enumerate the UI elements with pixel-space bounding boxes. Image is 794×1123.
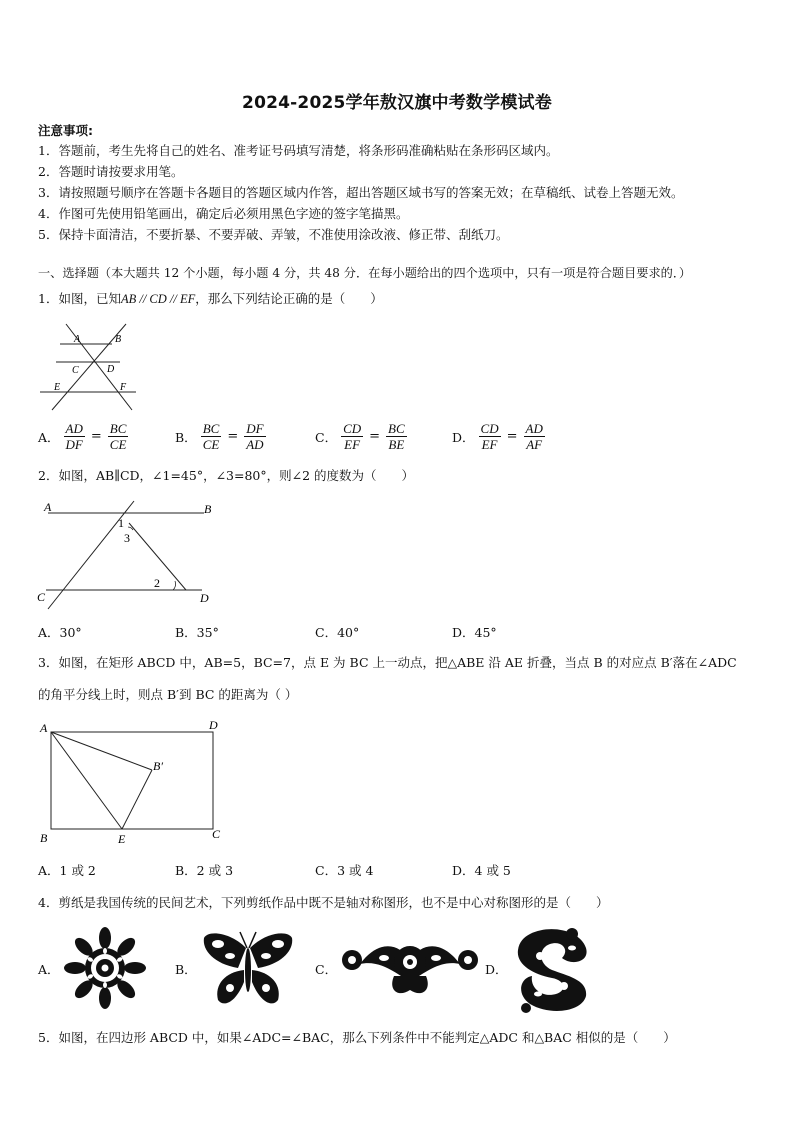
fig2-angle-3: 3	[124, 531, 130, 545]
denominator: CE	[202, 437, 220, 452]
question-1-option-a[interactable]: A． $\frac{AD}{DF}$ = $\frac{BC}{CE}$	[38, 421, 127, 452]
denominator: DF	[65, 437, 83, 452]
fig1-label-c: C	[72, 365, 79, 376]
denominator: EF	[481, 437, 498, 452]
butterfly-papercut-icon	[200, 928, 296, 1010]
option-letter: A．	[38, 429, 60, 445]
numerator: AD	[525, 421, 543, 436]
denominator: CE	[109, 437, 127, 452]
fig3-label-b: B	[40, 831, 48, 845]
notice-item: 2．答题时请按要求用笔。	[38, 164, 184, 179]
numerator: BC	[109, 421, 127, 436]
question-3-stem-line2: 的角平分线上时，则点 B′到 BC 的距离为（ ）	[38, 687, 298, 702]
fig1-label-f: F	[120, 382, 127, 393]
question-2-option-a[interactable]: A．30°	[38, 625, 82, 640]
question-1-option-d[interactable]: D． $\frac{CD}{EF}$ = $\frac{AD}{AF}$	[452, 421, 543, 452]
denominator: BE	[388, 437, 405, 452]
question-2-option-c[interactable]: C．40°	[315, 625, 360, 640]
fraction	[244, 421, 265, 452]
fig1-label-d: D	[107, 364, 115, 375]
fraction	[386, 421, 407, 452]
fraction	[524, 421, 545, 452]
numerator: CD	[480, 421, 499, 436]
fraction	[64, 421, 85, 452]
question-1-figure	[38, 318, 138, 414]
fig1-label-e: E	[54, 382, 61, 393]
floral-papercut-icon	[338, 930, 482, 1002]
notice-item: 1．答题前，考生先将自己的姓名、准考证号码填写清楚，将条形码准确粘贴在条形码区域内。	[38, 143, 559, 158]
question-4-option-b[interactable]: B．	[175, 962, 197, 977]
denominator: AF	[526, 437, 543, 452]
option-letter: C．	[315, 429, 338, 445]
fraction	[108, 421, 129, 452]
question-4-option-c[interactable]: C．	[315, 962, 338, 977]
notice-item: 3．请按照题号顺序在答题卡各题目的答题区域内作答，超出答题区域书写的答案无效；在草稿纸、试卷上答题无效。	[38, 185, 684, 200]
numerator: DF	[246, 421, 264, 436]
numerator: CD	[343, 421, 362, 436]
question-2-stem: 2．如图，AB∥CD，∠1=45°，∠3=80°，则∠2 的度数为（ ）	[38, 468, 415, 483]
question-1-stem-suffix: ，那么下列结论正确的是（ ）	[195, 291, 383, 306]
question-4-stem: 4．剪纸是我国传统的民间艺术，下列剪纸作品中既不是轴对称图形，也不是中心对称图形的是（ ）	[38, 895, 609, 910]
notice-item: 4．作图可先使用铅笔画出，确定后必须用黑色字迹的签字笔描黑。	[38, 206, 409, 221]
question-2-option-d[interactable]: D．45°	[452, 625, 497, 640]
fig2-label-a: A	[44, 500, 52, 514]
question-1-stem-prefix: 1．如图，已知	[38, 291, 121, 306]
fig2-angle-1: 1	[118, 516, 124, 530]
question-1-option-b[interactable]: B． $\frac{BC}{CE}$ = $\frac{DF}{AD}$	[175, 421, 264, 452]
option-letter: D．	[452, 429, 475, 445]
question-3-stem-line1: 3．如图，在矩形 ABCD 中，AB=5，BC=7，点 E 为 BC 上一动点，把△ABE 沿 AE 折叠，当点 B 的对应点 B′落在∠ADC	[38, 655, 737, 670]
fig2-label-d: D	[200, 591, 209, 605]
fig3-label-c: C	[212, 827, 221, 841]
numerator: BC	[202, 421, 220, 436]
numerator: BC	[388, 421, 405, 436]
fig2-label-b: B	[204, 502, 212, 516]
question-3-option-d[interactable]: D．4 或 5	[452, 863, 511, 878]
flower-papercut-icon	[62, 925, 148, 1011]
fig2-angle-2: 2	[154, 576, 160, 590]
numerator: AD	[65, 421, 83, 436]
question-4-option-a[interactable]: A．	[38, 962, 60, 977]
fig1-label-b: B	[115, 334, 122, 345]
fig3-label-e: E	[118, 832, 126, 846]
question-1-stem	[38, 292, 383, 306]
fig1-label-a: A	[74, 334, 81, 345]
section-heading: 一、选择题（本大题共 12 个小题，每小题 4 分，共 48 分．在每小题给出的四个选项中，只有一项是符合题目要求的．）	[38, 266, 692, 280]
fig3-label-d: D	[209, 718, 218, 732]
notice-item: 5．保持卡面清洁，不要折暴、不要弄破、弄皱，不准使用涂改液、修正带、刮纸刀。	[38, 227, 509, 242]
question-3-figure	[38, 716, 228, 846]
fig3-label-b-prime: B′	[153, 759, 163, 773]
dragon-papercut-icon	[510, 924, 594, 1014]
question-2-option-b[interactable]: B．35°	[175, 625, 219, 640]
fig3-label-a: A	[40, 721, 48, 735]
question-1-option-c[interactable]: C． $\frac{CD}{EF}$ = $\frac{BC}{BE}$	[315, 421, 405, 452]
question-2-figure	[34, 497, 214, 611]
question-3-option-b[interactable]: B．2 或 3	[175, 863, 234, 878]
question-3-option-c[interactable]: C．3 或 4	[315, 863, 374, 878]
question-5-stem: 5．如图，在四边形 ABCD 中，如果∠ADC=∠BAC，那么下列条件中不能判定△ADC 和△BAC 相似的是（ ）	[38, 1030, 676, 1045]
question-3-option-a[interactable]: A．1 或 2	[38, 863, 96, 878]
denominator: EF	[344, 437, 361, 452]
denominator: AD	[246, 437, 264, 452]
fig2-label-c: C	[37, 590, 46, 604]
fraction	[201, 421, 222, 452]
option-letter: B．	[175, 429, 197, 445]
fraction	[479, 421, 501, 452]
fraction	[341, 421, 363, 452]
question-4-option-d[interactable]: D．	[485, 962, 508, 977]
page-title: 2024-2025学年敖汉旗中考数学模试卷	[242, 93, 552, 113]
question-1-stem-math: AB // CD // EF	[120, 292, 196, 306]
notice-heading: 注意事项:	[38, 123, 93, 138]
